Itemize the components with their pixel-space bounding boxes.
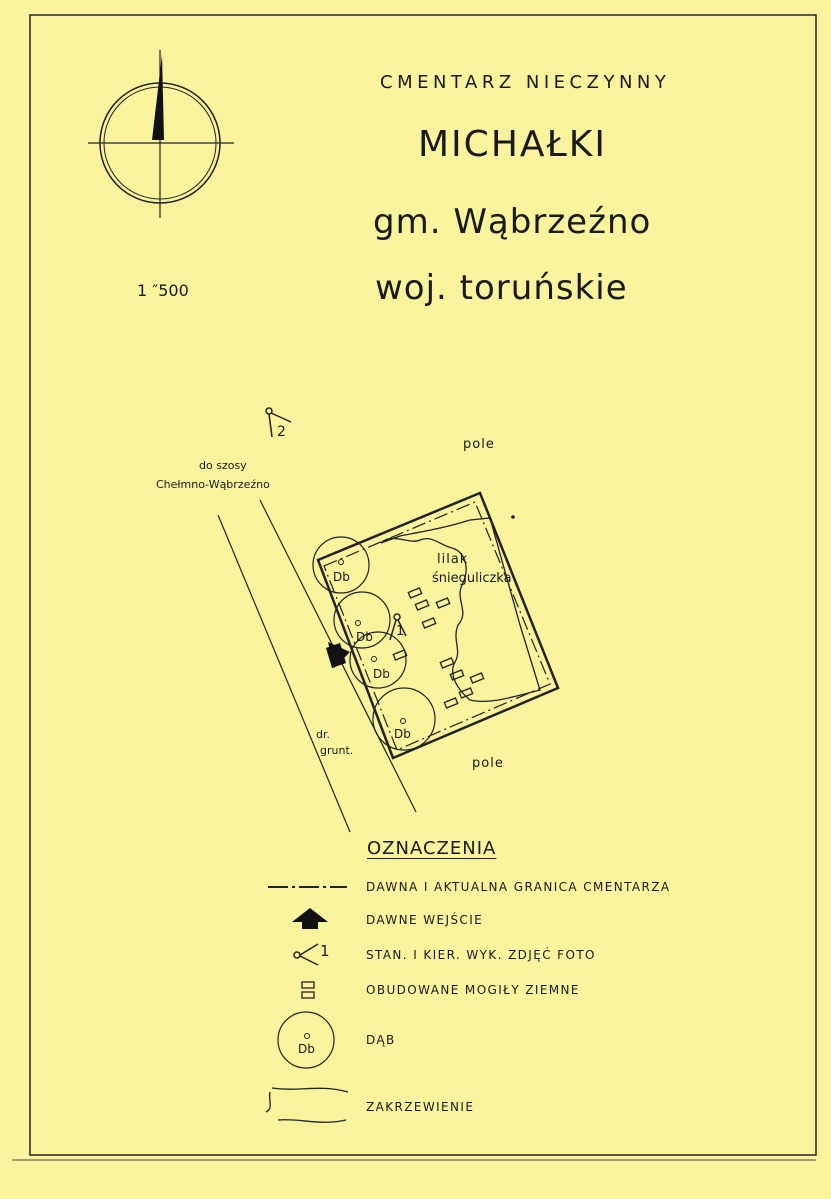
shrubs-area	[381, 518, 540, 701]
field-label-top: pole	[463, 437, 495, 452]
tree-label: Db	[373, 667, 390, 681]
shrub-label-snowberry: śnieguliczka	[432, 571, 512, 586]
photo-point-2-number: 2	[277, 424, 286, 440]
road-label-to: do szosy	[199, 459, 247, 472]
old-entrance-arrow-icon	[292, 908, 328, 929]
cemetery-boundary	[318, 493, 558, 758]
legend-symbols	[266, 887, 348, 1122]
track-label-2: grunt.	[320, 744, 354, 757]
photo-direction-icon	[294, 944, 318, 965]
field-label-bottom: pole	[472, 756, 504, 771]
road-label-name: Chełmno-Wąbrzeźno	[156, 478, 270, 491]
legend-title: OZNACZENIA	[367, 838, 497, 859]
legend-label-photo: STAN. I KIER. WYK. ZDJĘĆ FOTO	[366, 948, 596, 962]
earth-graves	[393, 588, 483, 708]
north-arrow-icon	[88, 50, 234, 218]
tree-label: Db	[394, 727, 411, 741]
legend-oak-symbol: Db	[298, 1042, 315, 1056]
cemetery-status: CMENTARZ NIECZYNNY	[380, 72, 671, 93]
legend-label-shrubs: ZAKRZEWIENIE	[366, 1100, 475, 1114]
legend-label-boundary: DAWNA I AKTUALNA GRANICA CMENTARZA	[366, 880, 671, 894]
photo-point-1-number: 1	[396, 624, 405, 639]
legend-label-oak: DĄB	[366, 1033, 396, 1047]
legend-label-entrance: DAWNE WEJŚCIE	[366, 913, 484, 927]
cemetery-name: MICHAŁKI	[418, 124, 607, 165]
track-label-1: dr.	[316, 728, 330, 741]
shrubs-outline-icon	[266, 1088, 348, 1122]
legend-label-graves: OBUDOWANE MOGIŁY ZIEMNE	[366, 983, 580, 997]
map-scale: 1 ″500	[137, 281, 189, 300]
tree-label: Db	[333, 570, 350, 584]
shrub-label-lilac: lilak	[437, 552, 469, 567]
commune-name: gm. Wąbrzeźno	[373, 202, 652, 242]
earth-graves-icon	[302, 982, 314, 988]
tree-label: Db	[356, 630, 373, 644]
road-line-left	[218, 515, 350, 832]
oak-tree-icon	[278, 1012, 334, 1068]
voivodeship-name: woj. toruńskie	[375, 268, 628, 308]
legend-photo-number: 1	[320, 942, 330, 960]
